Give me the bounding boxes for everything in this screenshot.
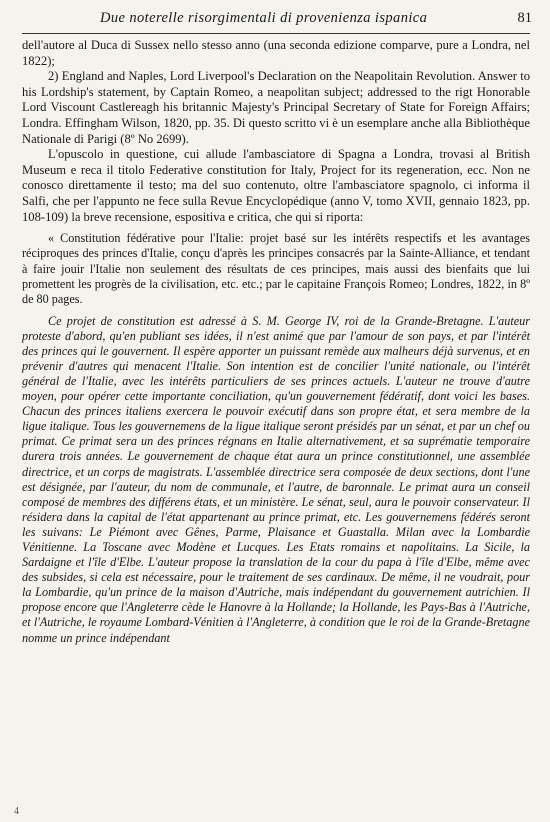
paragraph-england-and-naples: 2) England and Naples, Lord Liverpool's Declaration on the Neapolitain Revolution. Answer to his Lordship's statement, by Captain Romeo, a neapolitan subject; addressed to the rigt Honorable Lord Viscount Castlereagh his britannic Majesty's Principal Secretary of State for Foreign Affairs; Londra. Effingham Wilson, 1820, pp. 35. Di questo scritto vi è un esemplare anche alla Bibliothèque Nationale di Parigi (8º No 2699). [22, 69, 530, 146]
paragraph-constitution-title: « Constitution fédérative pour l'Italie: projet basé sur les intérêts respectifs et les avantages réciproques des princes d'Italie, conçu d'après les principes consacrés par la Sainte-Alliance, et tendant à faire jouir l'Italie non seulement des résultats de ces principes, mais aussi des bienfaits que lui promettent les progrès de la civilisation, etc. etc.; par le capitaine François Romeo; Londres, 1822, in 8º de 80 pages. [22, 231, 530, 307]
page-header [22, 10, 532, 32]
page-number: 81 [517, 10, 532, 26]
paragraph-opuscolo: L'opuscolo in questione, cui allude l'ambasciatore di Spagna a Londra, trovasi al British Museum e reca il titolo Federative constitution for Italy, Project for its regeneration, ecc. Non ne conosco direttamente il testo; ma del suo contenuto, oltre l'ambasciatore spagnolo, ci informa il Salfi, che per l'appunto ne fece sulla Revue Encyclopédique (anno V, tomo XVII, gennaio 1823, pp. 108-109) la breve recensione, espositiva e critica, che qui si riporta: [22, 147, 530, 224]
page-body [22, 38, 530, 646]
paragraph-dedication-continued: dell'autore al Duca di Sussex nello stesso anno (una seconda edizione comparve, pure a Londra, nel 1822); [22, 38, 530, 68]
header-rule [22, 33, 530, 34]
footer-mark: 4 [14, 806, 19, 817]
running-title: Due noterelle risorgimentali di provenienza ispanica [100, 10, 428, 26]
paragraph-review-text: Ce projet de constitution est adressé à S. M. George IV, roi de la Grande-Bretagne. L'auteur proteste d'abord, qu'en publiant ses idées, il n'est animé que par l'amour de son pays, et par l'intérêt des princes qui le gouvernent. Il espère apporter un puissant remède aux malheurs déjà survenus, et en prévenir d'autres qui menacent l'Italie. Son intention est de concilier l'unité nationale, ou l'intérêt général de l'Italie, avec les intérêts particuliers de ses princes actuels. L'auteur ne trouve d'autre moyen, pour opérer cette importante conciliation, qu'un gouvernement fédératif, dont voici les bases. Chacun des princes italiens exercera le pouvoir exécutif dans son propre état, et sera membre de la ligue italique. Tous les gouvernemens de la ligue italique seront présidés par un sénat, et par un chef ou primat. Ce primat sera un des princes régnans en Italie alternativement, et sa suprématie temporaire durera trois années. Le gouvernement de chaque état aura un prince constitutionnel, une assemblée directrice, et un corps de magistrats. L'assemblée directrice sera composée de deux sections, dont l'une est désignée, par l'auteur, du nom de communale, et l'autre, de baronnale. Le primat aura un conseil composé de membres des différens états, et un ministère. Le sénat, seul, aura le pouvoir conservateur. Il résidera dans la capital de l'état appartenant au prince primat, etc. Les gouvernemens fédérés seront les suivans: Le Piémont avec Gênes, Parme, Plaisance et Guastalla. Milan avec la Lombardie Vénitienne. La Toscane avec Modène et Lucques. Les Etats romains et napolitains. La Sicile, la Sardaigne et l'île d'Elbe. L'auteur propose la translation de la cour du papa à l'île d'Elbe, même avec des subsides, si cela est nécessaire, pour le traitement de ses cardinaux. De même, il ne voudrait, pour la Lombardie, qu'un prince de la maison d'Autriche, mais indépendant du gouvernement autrichien. Il propose encore que l'Angleterre cède le Hanovre à la Hollande; la Hollande, les Pays-Bas à l'Autriche, et l'Autriche, le royaume Lombard-Vénitien à l'Angleterre, à condition que le roi de la Grande-Bretagne nomme un prince indépendant [22, 313, 530, 645]
